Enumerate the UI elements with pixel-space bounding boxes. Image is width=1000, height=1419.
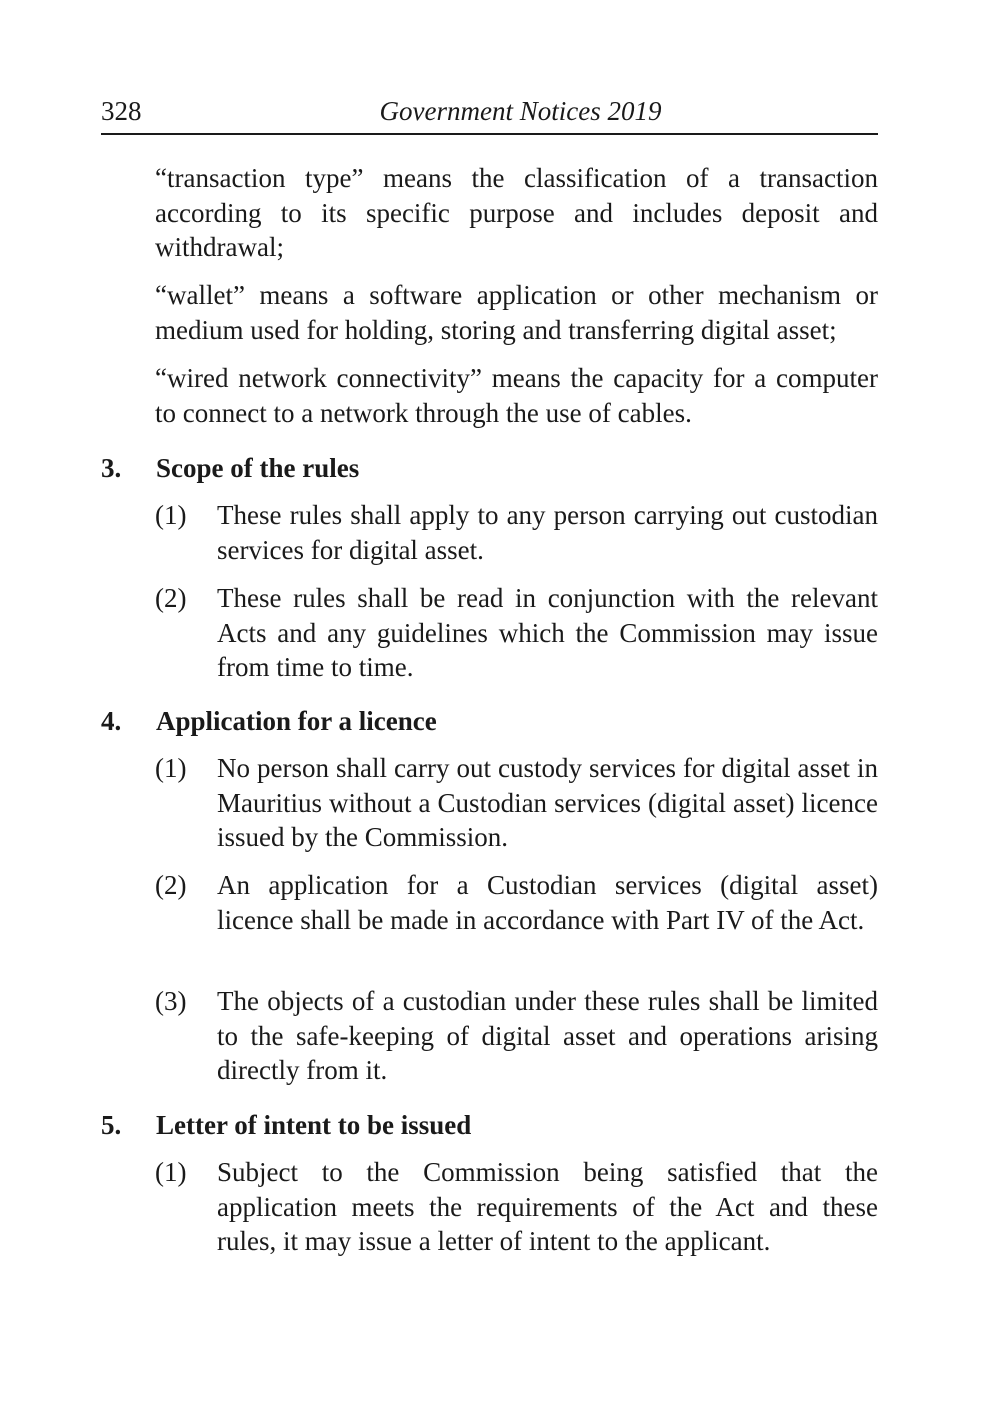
section-title: Letter of intent to be issued (156, 1110, 472, 1140)
subsection-label: (1) (155, 500, 187, 530)
section-number: 5. (101, 1110, 122, 1140)
section-title: Application for a licence (156, 706, 437, 736)
subsection-label: (1) (155, 1157, 187, 1187)
running-title: Government Notices 2019 (379, 96, 662, 126)
subsection-text: The objects of a custodian under these rules shall be limited to the safe-keeping of digital asset and operations arising directly from it. (217, 986, 878, 1085)
definition-wallet: “wallet” means a software application or other mechanism or medium used for holding, storing and transferring digital asset; (155, 280, 878, 345)
definition-transaction-type: “transaction type” means the classification of a transaction according to its specific purpose and includes deposit and withdrawal; (155, 163, 878, 262)
page-header (101, 93, 878, 135)
subsection-text: An application for a Custodian services (digital asset) licence shall be made in accordance with Part IV of the Act. (217, 870, 878, 935)
section-title: Scope of the rules (156, 453, 360, 483)
subsection-label: (2) (155, 870, 187, 900)
section-number: 3. (101, 453, 122, 483)
subsection-label: (2) (155, 583, 187, 613)
subsection-label: (1) (155, 753, 187, 783)
page-number: 328 (101, 96, 142, 126)
subsection-text: No person shall carry out custody services for digital asset in Mauritius without a Custodian services (digital asset) licence issued by the Commission. (217, 753, 878, 852)
subsection-label: (3) (155, 986, 187, 1016)
subsection-text: These rules shall apply to any person carrying out custodian services for digital asset. (217, 500, 878, 565)
subsection-text: Subject to the Commission being satisfied that the application meets the requirements of the Act and these rules, it may issue a letter of intent to the applicant. (217, 1157, 878, 1256)
subsection-text: These rules shall be read in conjunction with the relevant Acts and any guidelines which the Commission may issue from time to time. (217, 583, 878, 682)
definition-wired-network-connectivity: “wired network connectivity” means the capacity for a computer to connect to a network through the use of cables. (155, 363, 878, 428)
section-number: 4. (101, 706, 122, 736)
